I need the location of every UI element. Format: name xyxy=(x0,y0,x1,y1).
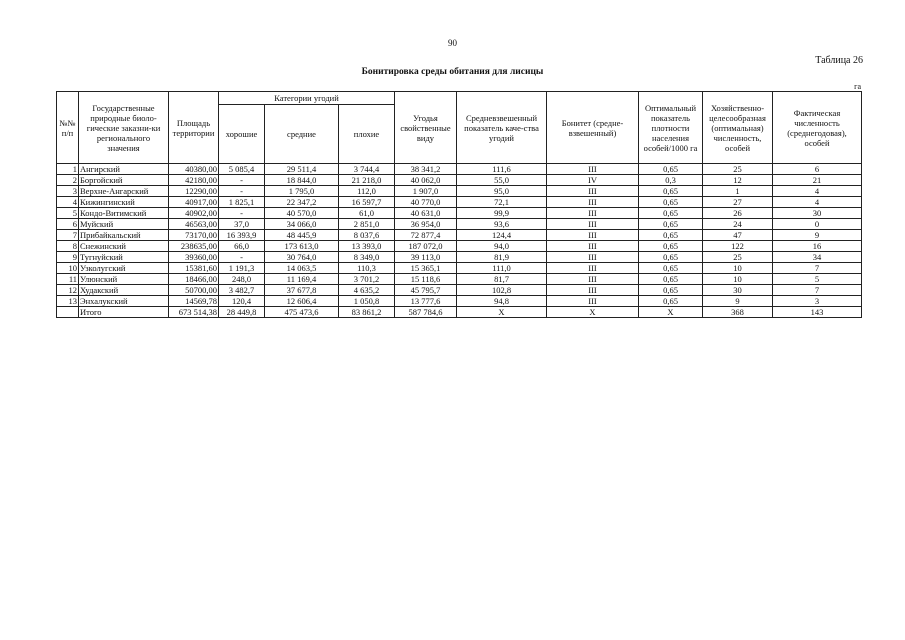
table-row xyxy=(57,296,862,307)
table-row xyxy=(57,285,862,296)
cell-density: 0,65 xyxy=(639,263,703,274)
cell-num: 5 xyxy=(57,208,79,219)
total-good: 28 449,8 xyxy=(219,307,265,318)
cell-area: 46563,00 xyxy=(169,219,219,230)
table-row xyxy=(57,186,862,197)
cell-poor: 16 597,7 xyxy=(339,197,395,208)
cell-actual: 0 xyxy=(773,219,862,230)
cell-weighted: 72,1 xyxy=(457,197,547,208)
cell-good: 1 825,1 xyxy=(219,197,265,208)
cell-name: Ангирский xyxy=(79,164,169,175)
total-weighted: X xyxy=(457,307,547,318)
table-row xyxy=(57,175,862,186)
cell-actual: 34 xyxy=(773,252,862,263)
page-number: 90 xyxy=(448,38,457,48)
cell-bonitet: III xyxy=(547,230,639,241)
total-row xyxy=(57,307,862,318)
cell-density: 0,65 xyxy=(639,296,703,307)
cell-good: - xyxy=(219,252,265,263)
cell-medium: 1 795,0 xyxy=(265,186,339,197)
cell-actual: 9 xyxy=(773,230,862,241)
cell-actual: 21 xyxy=(773,175,862,186)
cell-economic: 30 xyxy=(703,285,773,296)
cell-bonitet: III xyxy=(547,241,639,252)
cell-area: 73170,00 xyxy=(169,230,219,241)
cell-weighted: 55,0 xyxy=(457,175,547,186)
cell-suitable: 72 877,4 xyxy=(395,230,457,241)
cell-poor: 110,3 xyxy=(339,263,395,274)
table-row xyxy=(57,263,862,274)
cell-medium: 22 347,2 xyxy=(265,197,339,208)
cell-medium: 18 844,0 xyxy=(265,175,339,186)
total-medium: 475 473,6 xyxy=(265,307,339,318)
cell-name: Кондо-Витимский xyxy=(79,208,169,219)
cell-suitable: 40 062,0 xyxy=(395,175,457,186)
cell-suitable: 38 341,2 xyxy=(395,164,457,175)
cell-poor: 61,0 xyxy=(339,208,395,219)
cell-good: - xyxy=(219,208,265,219)
cell-suitable: 15 118,6 xyxy=(395,274,457,285)
cell-name: Верхне-Ангарский xyxy=(79,186,169,197)
cell-bonitet: III xyxy=(547,186,639,197)
habitat-table xyxy=(56,91,862,318)
cell-num: 7 xyxy=(57,230,79,241)
table-body xyxy=(57,164,862,318)
cell-density: 0,65 xyxy=(639,285,703,296)
cell-suitable: 40 770,0 xyxy=(395,197,457,208)
cell-good: 120,4 xyxy=(219,296,265,307)
cell-suitable: 15 365,1 xyxy=(395,263,457,274)
cell-density: 0,65 xyxy=(639,219,703,230)
cell-density: 0,65 xyxy=(639,252,703,263)
cell-bonitet: III xyxy=(547,285,639,296)
cell-num: 8 xyxy=(57,241,79,252)
cell-suitable: 187 072,0 xyxy=(395,241,457,252)
cell-economic: 12 xyxy=(703,175,773,186)
cell-suitable: 39 113,0 xyxy=(395,252,457,263)
cell-name: Энхалукский xyxy=(79,296,169,307)
table-label: Таблица 26 xyxy=(815,55,863,66)
cell-good: 1 191,3 xyxy=(219,263,265,274)
cell-area: 15381,60 xyxy=(169,263,219,274)
unit-label: га xyxy=(854,82,861,91)
table-row xyxy=(57,219,862,230)
cell-economic: 25 xyxy=(703,164,773,175)
cell-density: 0,65 xyxy=(639,241,703,252)
cell-bonitet: III xyxy=(547,274,639,285)
cell-good: 37,0 xyxy=(219,219,265,230)
cell-name: Тугнуйский xyxy=(79,252,169,263)
cell-economic: 27 xyxy=(703,197,773,208)
cell-good: 3 482,7 xyxy=(219,285,265,296)
table-row xyxy=(57,208,862,219)
cell-weighted: 95,0 xyxy=(457,186,547,197)
cell-actual: 7 xyxy=(773,263,862,274)
header-weighted: Средневзвешенный показатель каче-ства угодий xyxy=(457,92,547,164)
cell-weighted: 81,7 xyxy=(457,274,547,285)
cell-num: 2 xyxy=(57,175,79,186)
cell-weighted: 94,8 xyxy=(457,296,547,307)
cell-weighted: 81,9 xyxy=(457,252,547,263)
cell-name: Прибайкальский xyxy=(79,230,169,241)
cell-medium: 173 613,0 xyxy=(265,241,339,252)
cell-good: 5 085,4 xyxy=(219,164,265,175)
table-row xyxy=(57,241,862,252)
total-suitable: 587 784,6 xyxy=(395,307,457,318)
cell-num: 10 xyxy=(57,263,79,274)
table-row xyxy=(57,197,862,208)
header-suitable: Угодья свойственные виду xyxy=(395,92,457,164)
cell-economic: 10 xyxy=(703,263,773,274)
cell-weighted: 94,0 xyxy=(457,241,547,252)
cell-num: 11 xyxy=(57,274,79,285)
cell-density: 0,65 xyxy=(639,164,703,175)
cell-num: 6 xyxy=(57,219,79,230)
cell-actual: 4 xyxy=(773,197,862,208)
total-actual: 143 xyxy=(773,307,862,318)
cell-area: 42180,00 xyxy=(169,175,219,186)
cell-area: 50700,00 xyxy=(169,285,219,296)
cell-name: Узколугский xyxy=(79,263,169,274)
cell-weighted: 102,8 xyxy=(457,285,547,296)
header-good: хорошие xyxy=(219,105,265,164)
header-reserve: Государственные природные биоло-гические заказни-ки регионального значения xyxy=(79,92,169,164)
cell-medium: 12 606,4 xyxy=(265,296,339,307)
cell-good: - xyxy=(219,186,265,197)
cell-poor: 1 050,8 xyxy=(339,296,395,307)
cell-medium: 14 063,5 xyxy=(265,263,339,274)
header-poor: плохие xyxy=(339,105,395,164)
cell-medium: 11 169,4 xyxy=(265,274,339,285)
cell-economic: 1 xyxy=(703,186,773,197)
cell-name: Муйский xyxy=(79,219,169,230)
cell-area: 40917,00 xyxy=(169,197,219,208)
cell-bonitet: III xyxy=(547,219,639,230)
cell-medium: 29 511,4 xyxy=(265,164,339,175)
cell-suitable: 13 777,6 xyxy=(395,296,457,307)
cell-num: 9 xyxy=(57,252,79,263)
header-categories: Категории угодий xyxy=(219,92,395,105)
header-medium: средние xyxy=(265,105,339,164)
table-row xyxy=(57,274,862,285)
total-area: 673 514,38 xyxy=(169,307,219,318)
cell-density: 0,3 xyxy=(639,175,703,186)
cell-density: 0,65 xyxy=(639,186,703,197)
cell-density: 0,65 xyxy=(639,197,703,208)
total-label: Итого xyxy=(79,307,169,318)
cell-suitable: 1 907,0 xyxy=(395,186,457,197)
cell-area: 39360,00 xyxy=(169,252,219,263)
table-row xyxy=(57,164,862,175)
header-optimal-density: Оптимальный показатель плотности населения особей/1000 га xyxy=(639,92,703,164)
table-row xyxy=(57,230,862,241)
cell-poor: 2 851,0 xyxy=(339,219,395,230)
cell-bonitet: IV xyxy=(547,175,639,186)
cell-name: Улюнский xyxy=(79,274,169,285)
cell-num xyxy=(57,307,79,318)
cell-actual: 7 xyxy=(773,285,862,296)
cell-actual: 6 xyxy=(773,164,862,175)
cell-medium: 30 764,0 xyxy=(265,252,339,263)
cell-bonitet: III xyxy=(547,164,639,175)
total-density: X xyxy=(639,307,703,318)
cell-actual: 16 xyxy=(773,241,862,252)
cell-poor: 21 218,0 xyxy=(339,175,395,186)
cell-num: 13 xyxy=(57,296,79,307)
cell-area: 14569,78 xyxy=(169,296,219,307)
cell-poor: 3 744,4 xyxy=(339,164,395,175)
total-bonitet: X xyxy=(547,307,639,318)
cell-good: 66,0 xyxy=(219,241,265,252)
cell-poor: 13 393,0 xyxy=(339,241,395,252)
cell-bonitet: III xyxy=(547,296,639,307)
cell-area: 12290,00 xyxy=(169,186,219,197)
cell-weighted: 111,6 xyxy=(457,164,547,175)
cell-suitable: 40 631,0 xyxy=(395,208,457,219)
table-row xyxy=(57,252,862,263)
cell-economic: 47 xyxy=(703,230,773,241)
cell-poor: 112,0 xyxy=(339,186,395,197)
cell-suitable: 36 954,0 xyxy=(395,219,457,230)
cell-actual: 30 xyxy=(773,208,862,219)
cell-economic: 122 xyxy=(703,241,773,252)
cell-good: 16 393,9 xyxy=(219,230,265,241)
header-num: №№ п/п xyxy=(57,92,79,164)
cell-medium: 40 570,0 xyxy=(265,208,339,219)
cell-actual: 3 xyxy=(773,296,862,307)
cell-bonitet: III xyxy=(547,252,639,263)
cell-economic: 26 xyxy=(703,208,773,219)
cell-economic: 9 xyxy=(703,296,773,307)
cell-weighted: 93,6 xyxy=(457,219,547,230)
cell-actual: 4 xyxy=(773,186,862,197)
cell-bonitet: III xyxy=(547,208,639,219)
header-economic: Хозяйственно-целесообразная (оптимальная) численность, особей xyxy=(703,92,773,164)
table-title: Бонитировка среды обитания для лисицы xyxy=(361,67,544,77)
cell-economic: 24 xyxy=(703,219,773,230)
total-poor: 83 861,2 xyxy=(339,307,395,318)
cell-num: 4 xyxy=(57,197,79,208)
cell-num: 12 xyxy=(57,285,79,296)
cell-poor: 8 349,0 xyxy=(339,252,395,263)
total-economic: 368 xyxy=(703,307,773,318)
cell-area: 18466,00 xyxy=(169,274,219,285)
cell-name: Боргойский xyxy=(79,175,169,186)
cell-bonitet: III xyxy=(547,197,639,208)
cell-name: Кижингинский xyxy=(79,197,169,208)
cell-name: Худакский xyxy=(79,285,169,296)
cell-suitable: 45 795,7 xyxy=(395,285,457,296)
cell-area: 40902,00 xyxy=(169,208,219,219)
cell-medium: 37 677,8 xyxy=(265,285,339,296)
cell-poor: 3 701,2 xyxy=(339,274,395,285)
cell-good: - xyxy=(219,175,265,186)
cell-area: 40380,00 xyxy=(169,164,219,175)
cell-density: 0,65 xyxy=(639,230,703,241)
cell-weighted: 124,4 xyxy=(457,230,547,241)
cell-good: 248,0 xyxy=(219,274,265,285)
cell-name: Снежинский xyxy=(79,241,169,252)
cell-area: 238635,00 xyxy=(169,241,219,252)
cell-bonitet: III xyxy=(547,263,639,274)
cell-weighted: 111,0 xyxy=(457,263,547,274)
cell-num: 3 xyxy=(57,186,79,197)
cell-num: 1 xyxy=(57,164,79,175)
cell-economic: 25 xyxy=(703,252,773,263)
cell-poor: 4 635,2 xyxy=(339,285,395,296)
header-bonitet: Бонитет (средне-взвешенный) xyxy=(547,92,639,164)
header-actual: Фактическая численность (среднегодовая), особей xyxy=(773,92,862,164)
cell-weighted: 99,9 xyxy=(457,208,547,219)
header-area: Площадь территории xyxy=(169,92,219,164)
cell-poor: 8 037,6 xyxy=(339,230,395,241)
cell-density: 0,65 xyxy=(639,208,703,219)
cell-economic: 10 xyxy=(703,274,773,285)
cell-density: 0,65 xyxy=(639,274,703,285)
cell-medium: 48 445,9 xyxy=(265,230,339,241)
cell-actual: 5 xyxy=(773,274,862,285)
cell-medium: 34 066,0 xyxy=(265,219,339,230)
header-row xyxy=(57,92,862,105)
